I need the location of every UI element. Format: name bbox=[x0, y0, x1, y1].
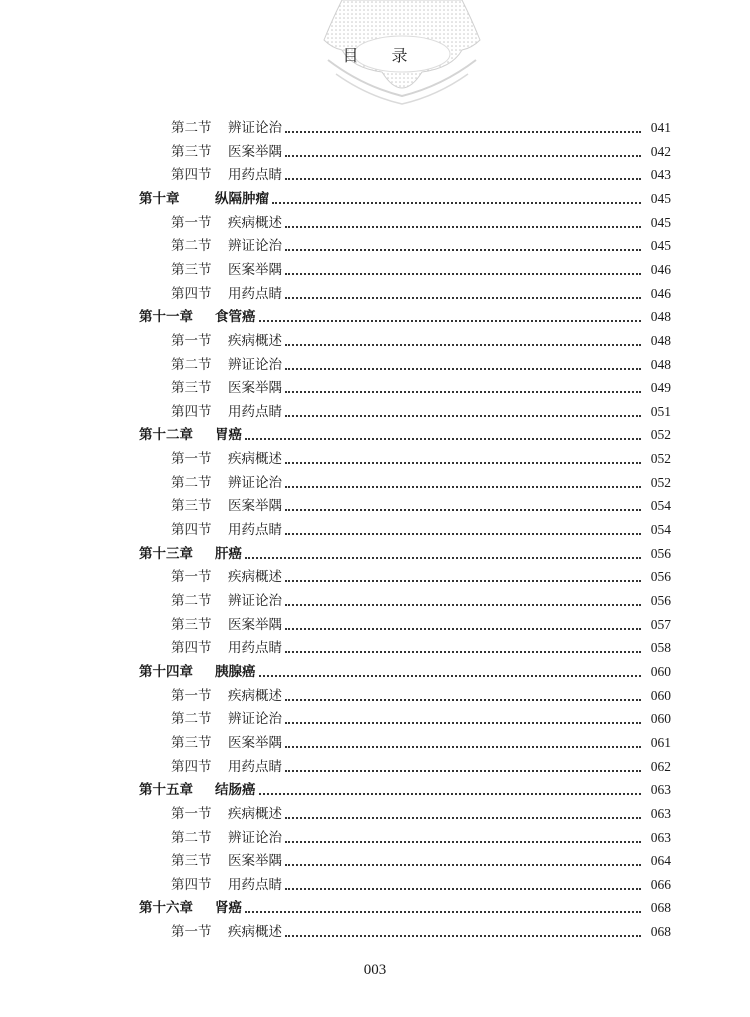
toc-entry-title: 辨证论治 bbox=[228, 120, 282, 136]
page-header-title: 目 录 bbox=[342, 46, 422, 65]
toc-section-row[interactable] bbox=[171, 730, 671, 752]
toc-entry-title: 结肠癌 bbox=[215, 782, 256, 799]
toc-entry-number: 第三节 bbox=[171, 261, 212, 278]
toc-entry-number: 第四节 bbox=[171, 640, 212, 657]
toc-entry-page: 056 bbox=[650, 569, 671, 585]
toc-entry-number: 第三节 bbox=[171, 734, 212, 751]
toc-entry-page: 058 bbox=[650, 640, 671, 656]
toc-entry-page: 060 bbox=[650, 687, 671, 703]
toc-entry-page: 046 bbox=[650, 285, 671, 301]
toc-entry-page: 061 bbox=[650, 734, 671, 750]
toc-entry-number: 第一节 bbox=[171, 805, 212, 822]
toc-entry-title: 食管癌 bbox=[215, 309, 256, 326]
dot-leader bbox=[245, 557, 641, 559]
toc-entry-title: 疾病概述 bbox=[228, 687, 282, 704]
toc-entry-page: 042 bbox=[650, 143, 671, 159]
dot-leader bbox=[285, 297, 641, 299]
toc-entry-page: 049 bbox=[650, 380, 671, 396]
toc-section-row[interactable] bbox=[171, 399, 671, 421]
toc-entry-page: 063 bbox=[650, 805, 671, 821]
toc-entry-page: 063 bbox=[650, 782, 671, 798]
toc-entry-title: 用药点睛 bbox=[228, 167, 282, 184]
toc-entry-title: 医案举隅 bbox=[228, 616, 282, 633]
dot-leader bbox=[285, 462, 641, 464]
toc-section-row[interactable] bbox=[171, 233, 671, 255]
toc-entry-title: 用药点睛 bbox=[228, 640, 282, 657]
toc-entry-number: 第三节 bbox=[171, 143, 212, 160]
toc-entry-title: 纵隔肿瘤 bbox=[215, 190, 269, 207]
toc-entry-title: 胃癌 bbox=[215, 427, 242, 444]
toc-entry-number: 第一节 bbox=[171, 569, 212, 586]
dot-leader bbox=[285, 533, 641, 535]
dot-leader bbox=[285, 368, 641, 370]
toc-section-row[interactable] bbox=[171, 352, 671, 374]
toc-entry-title: 用药点睛 bbox=[228, 285, 282, 302]
dot-leader bbox=[285, 864, 641, 866]
toc-entry-title: 辨证论治 bbox=[228, 593, 282, 609]
dot-leader bbox=[285, 651, 641, 653]
toc-entry-number: 第三节 bbox=[171, 380, 212, 397]
toc-entry-number: 第十三章 bbox=[139, 545, 193, 562]
dot-leader bbox=[285, 509, 641, 511]
dot-leader bbox=[245, 911, 641, 913]
toc-entry-title: 疾病概述 bbox=[228, 451, 282, 468]
toc-entry-number: 第三节 bbox=[171, 616, 212, 633]
dot-leader bbox=[285, 746, 641, 748]
dot-leader bbox=[285, 249, 641, 251]
toc-section-row[interactable] bbox=[171, 825, 671, 847]
toc-entry-title: 医案举隅 bbox=[228, 143, 282, 160]
dot-leader bbox=[285, 628, 641, 630]
toc-entry-page: 064 bbox=[650, 853, 671, 869]
toc-section-row[interactable] bbox=[171, 872, 671, 894]
toc-entry-number: 第十一章 bbox=[139, 309, 193, 326]
toc-entry-number: 第十四章 bbox=[139, 663, 193, 680]
toc-entry-page: 051 bbox=[650, 403, 671, 419]
toc-entry-number: 第二节 bbox=[171, 711, 212, 728]
dot-leader bbox=[285, 841, 641, 843]
dot-leader bbox=[245, 438, 641, 440]
toc-entry-page: 048 bbox=[650, 332, 671, 348]
toc-section-row[interactable] bbox=[171, 635, 671, 657]
toc-entry-number: 第一节 bbox=[171, 214, 212, 231]
toc-entry-title: 医案举隅 bbox=[228, 498, 282, 515]
dot-leader bbox=[272, 202, 641, 204]
toc-section-row[interactable] bbox=[171, 564, 671, 586]
toc-section-row[interactable] bbox=[171, 115, 671, 137]
toc-entry-page: 048 bbox=[650, 309, 671, 325]
toc-entry-page: 056 bbox=[650, 593, 671, 608]
toc-entry-title: 医案举隅 bbox=[228, 380, 282, 397]
dot-leader bbox=[285, 178, 641, 180]
toc-entry-page: 045 bbox=[650, 214, 671, 230]
toc-entry-page: 056 bbox=[650, 545, 671, 561]
toc-entry-number: 第三节 bbox=[171, 853, 212, 870]
dot-leader bbox=[285, 888, 641, 890]
toc-section-row[interactable] bbox=[171, 588, 671, 610]
toc-entry-title: 肾癌 bbox=[215, 900, 242, 917]
toc-entry-title: 用药点睛 bbox=[228, 522, 282, 539]
toc-entry-page: 054 bbox=[650, 522, 671, 538]
toc-entry-page: 062 bbox=[650, 758, 671, 774]
toc-entry-title: 用药点睛 bbox=[228, 876, 282, 893]
toc-chapter-row[interactable] bbox=[139, 659, 671, 681]
toc-entry-number: 第一节 bbox=[171, 451, 212, 468]
toc-entry-page: 068 bbox=[650, 924, 671, 940]
dot-leader bbox=[285, 415, 641, 417]
toc-chapter-row[interactable] bbox=[139, 186, 671, 208]
dot-leader bbox=[285, 344, 641, 346]
toc-entry-title: 疾病概述 bbox=[228, 214, 282, 231]
toc-section-row[interactable] bbox=[171, 446, 671, 468]
toc-entry-page: 046 bbox=[650, 261, 671, 277]
toc-section-row[interactable] bbox=[171, 848, 671, 870]
dot-leader bbox=[285, 699, 641, 701]
toc-entry-title: 辨证论治 bbox=[228, 474, 282, 491]
toc-entry-page: 060 bbox=[650, 711, 671, 727]
toc-chapter-row[interactable] bbox=[139, 422, 671, 444]
toc-entry-page: 045 bbox=[650, 238, 671, 254]
dot-leader bbox=[285, 935, 641, 937]
toc-entry-title: 疾病概述 bbox=[228, 805, 282, 822]
toc-section-row[interactable] bbox=[171, 612, 671, 634]
dot-leader bbox=[285, 770, 641, 772]
toc-entry-page: 068 bbox=[650, 900, 671, 916]
toc-entry-page: 041 bbox=[650, 120, 671, 135]
dot-leader bbox=[259, 320, 642, 322]
toc-section-row[interactable] bbox=[171, 375, 671, 397]
dot-leader bbox=[285, 604, 641, 606]
toc-section-row[interactable] bbox=[171, 210, 671, 232]
toc-entry-page: 043 bbox=[650, 167, 671, 183]
toc-entry-page: 066 bbox=[650, 876, 671, 892]
toc-entry-number: 第四节 bbox=[171, 758, 212, 775]
dot-leader bbox=[259, 675, 642, 677]
toc-chapter-row[interactable] bbox=[139, 777, 671, 799]
dot-leader bbox=[285, 817, 641, 819]
toc-entry-title: 疾病概述 bbox=[228, 924, 282, 941]
toc-entry-page: 052 bbox=[650, 427, 671, 443]
toc-entry-title: 辨证论治 bbox=[228, 238, 282, 255]
toc-section-row[interactable] bbox=[171, 919, 671, 941]
toc-entry-title: 疾病概述 bbox=[228, 569, 282, 586]
dot-leader bbox=[285, 722, 641, 724]
toc-entry-number: 第四节 bbox=[171, 522, 212, 539]
toc-entry-title: 医案举隅 bbox=[228, 734, 282, 751]
toc-section-row[interactable] bbox=[171, 162, 671, 184]
page-number: 003 bbox=[363, 962, 387, 978]
toc-entry-number: 第二节 bbox=[171, 356, 212, 373]
toc-entry-page: 057 bbox=[650, 616, 671, 632]
toc-entry-page: 048 bbox=[650, 356, 671, 372]
toc-entry-number: 第十二章 bbox=[139, 427, 193, 444]
toc-entry-title: 医案举隅 bbox=[228, 261, 282, 278]
toc-entry-number: 第一节 bbox=[171, 687, 212, 704]
toc-entry-number: 第二节 bbox=[171, 474, 212, 491]
toc-section-row[interactable] bbox=[171, 493, 671, 515]
dot-leader bbox=[285, 391, 641, 393]
toc-entry-title: 辨证论治 bbox=[228, 711, 282, 728]
toc-chapter-row[interactable] bbox=[139, 895, 671, 917]
dot-leader bbox=[285, 226, 641, 228]
toc-section-row[interactable] bbox=[171, 754, 671, 776]
toc-section-row[interactable] bbox=[171, 683, 671, 705]
toc-entry-title: 辨证论治 bbox=[228, 356, 282, 373]
dot-leader bbox=[285, 131, 641, 133]
toc-section-row[interactable] bbox=[171, 517, 671, 539]
dot-leader bbox=[285, 155, 641, 157]
toc-entry-number: 第十五章 bbox=[139, 782, 193, 799]
toc-entry-number: 第四节 bbox=[171, 876, 212, 893]
toc-section-row[interactable] bbox=[171, 257, 671, 279]
toc-entry-number: 第二节 bbox=[171, 120, 212, 136]
toc-entry-number: 第四节 bbox=[171, 167, 212, 184]
toc-entry-number: 第十六章 bbox=[139, 900, 193, 917]
toc-entry-number: 第四节 bbox=[171, 403, 212, 420]
toc-entry-number: 第二节 bbox=[171, 829, 212, 846]
toc-entry-page: 052 bbox=[650, 474, 671, 490]
toc-entry-title: 辨证论治 bbox=[228, 829, 282, 846]
toc-chapter-row[interactable] bbox=[139, 541, 671, 563]
toc-entry-page: 052 bbox=[650, 451, 671, 467]
dot-leader bbox=[285, 486, 641, 488]
toc-entry-page: 060 bbox=[650, 663, 671, 679]
toc-entry-title: 用药点睛 bbox=[228, 758, 282, 775]
toc-section-row[interactable] bbox=[171, 801, 671, 823]
toc-chapter-row[interactable] bbox=[139, 304, 671, 326]
toc-entry-number: 第二节 bbox=[171, 238, 212, 255]
toc-entry-number: 第十章 bbox=[139, 190, 180, 207]
toc-entry-number: 第二节 bbox=[171, 593, 212, 609]
dot-leader bbox=[285, 580, 641, 582]
toc-entry-title: 胰腺癌 bbox=[215, 663, 256, 680]
toc-entry-number: 第三节 bbox=[171, 498, 212, 515]
toc-entry-title: 医案举隅 bbox=[228, 853, 282, 870]
toc-section-row[interactable] bbox=[171, 328, 671, 350]
dot-leader bbox=[259, 793, 642, 795]
toc-entry-title: 疾病概述 bbox=[228, 332, 282, 349]
toc-entry-number: 第四节 bbox=[171, 285, 212, 302]
toc-entry-title: 用药点睛 bbox=[228, 403, 282, 420]
toc-entry-title: 肝癌 bbox=[215, 545, 242, 562]
toc-entry-page: 054 bbox=[650, 498, 671, 514]
toc-section-row[interactable] bbox=[171, 470, 671, 492]
toc-entry-number: 第一节 bbox=[171, 332, 212, 349]
toc-section-row[interactable] bbox=[171, 281, 671, 303]
toc-entry-page: 063 bbox=[650, 829, 671, 845]
toc-entry-page: 045 bbox=[650, 190, 671, 206]
toc-section-row[interactable] bbox=[171, 706, 671, 728]
toc-entry-number: 第一节 bbox=[171, 924, 212, 941]
dot-leader bbox=[285, 273, 641, 275]
toc-section-row[interactable] bbox=[171, 139, 671, 161]
